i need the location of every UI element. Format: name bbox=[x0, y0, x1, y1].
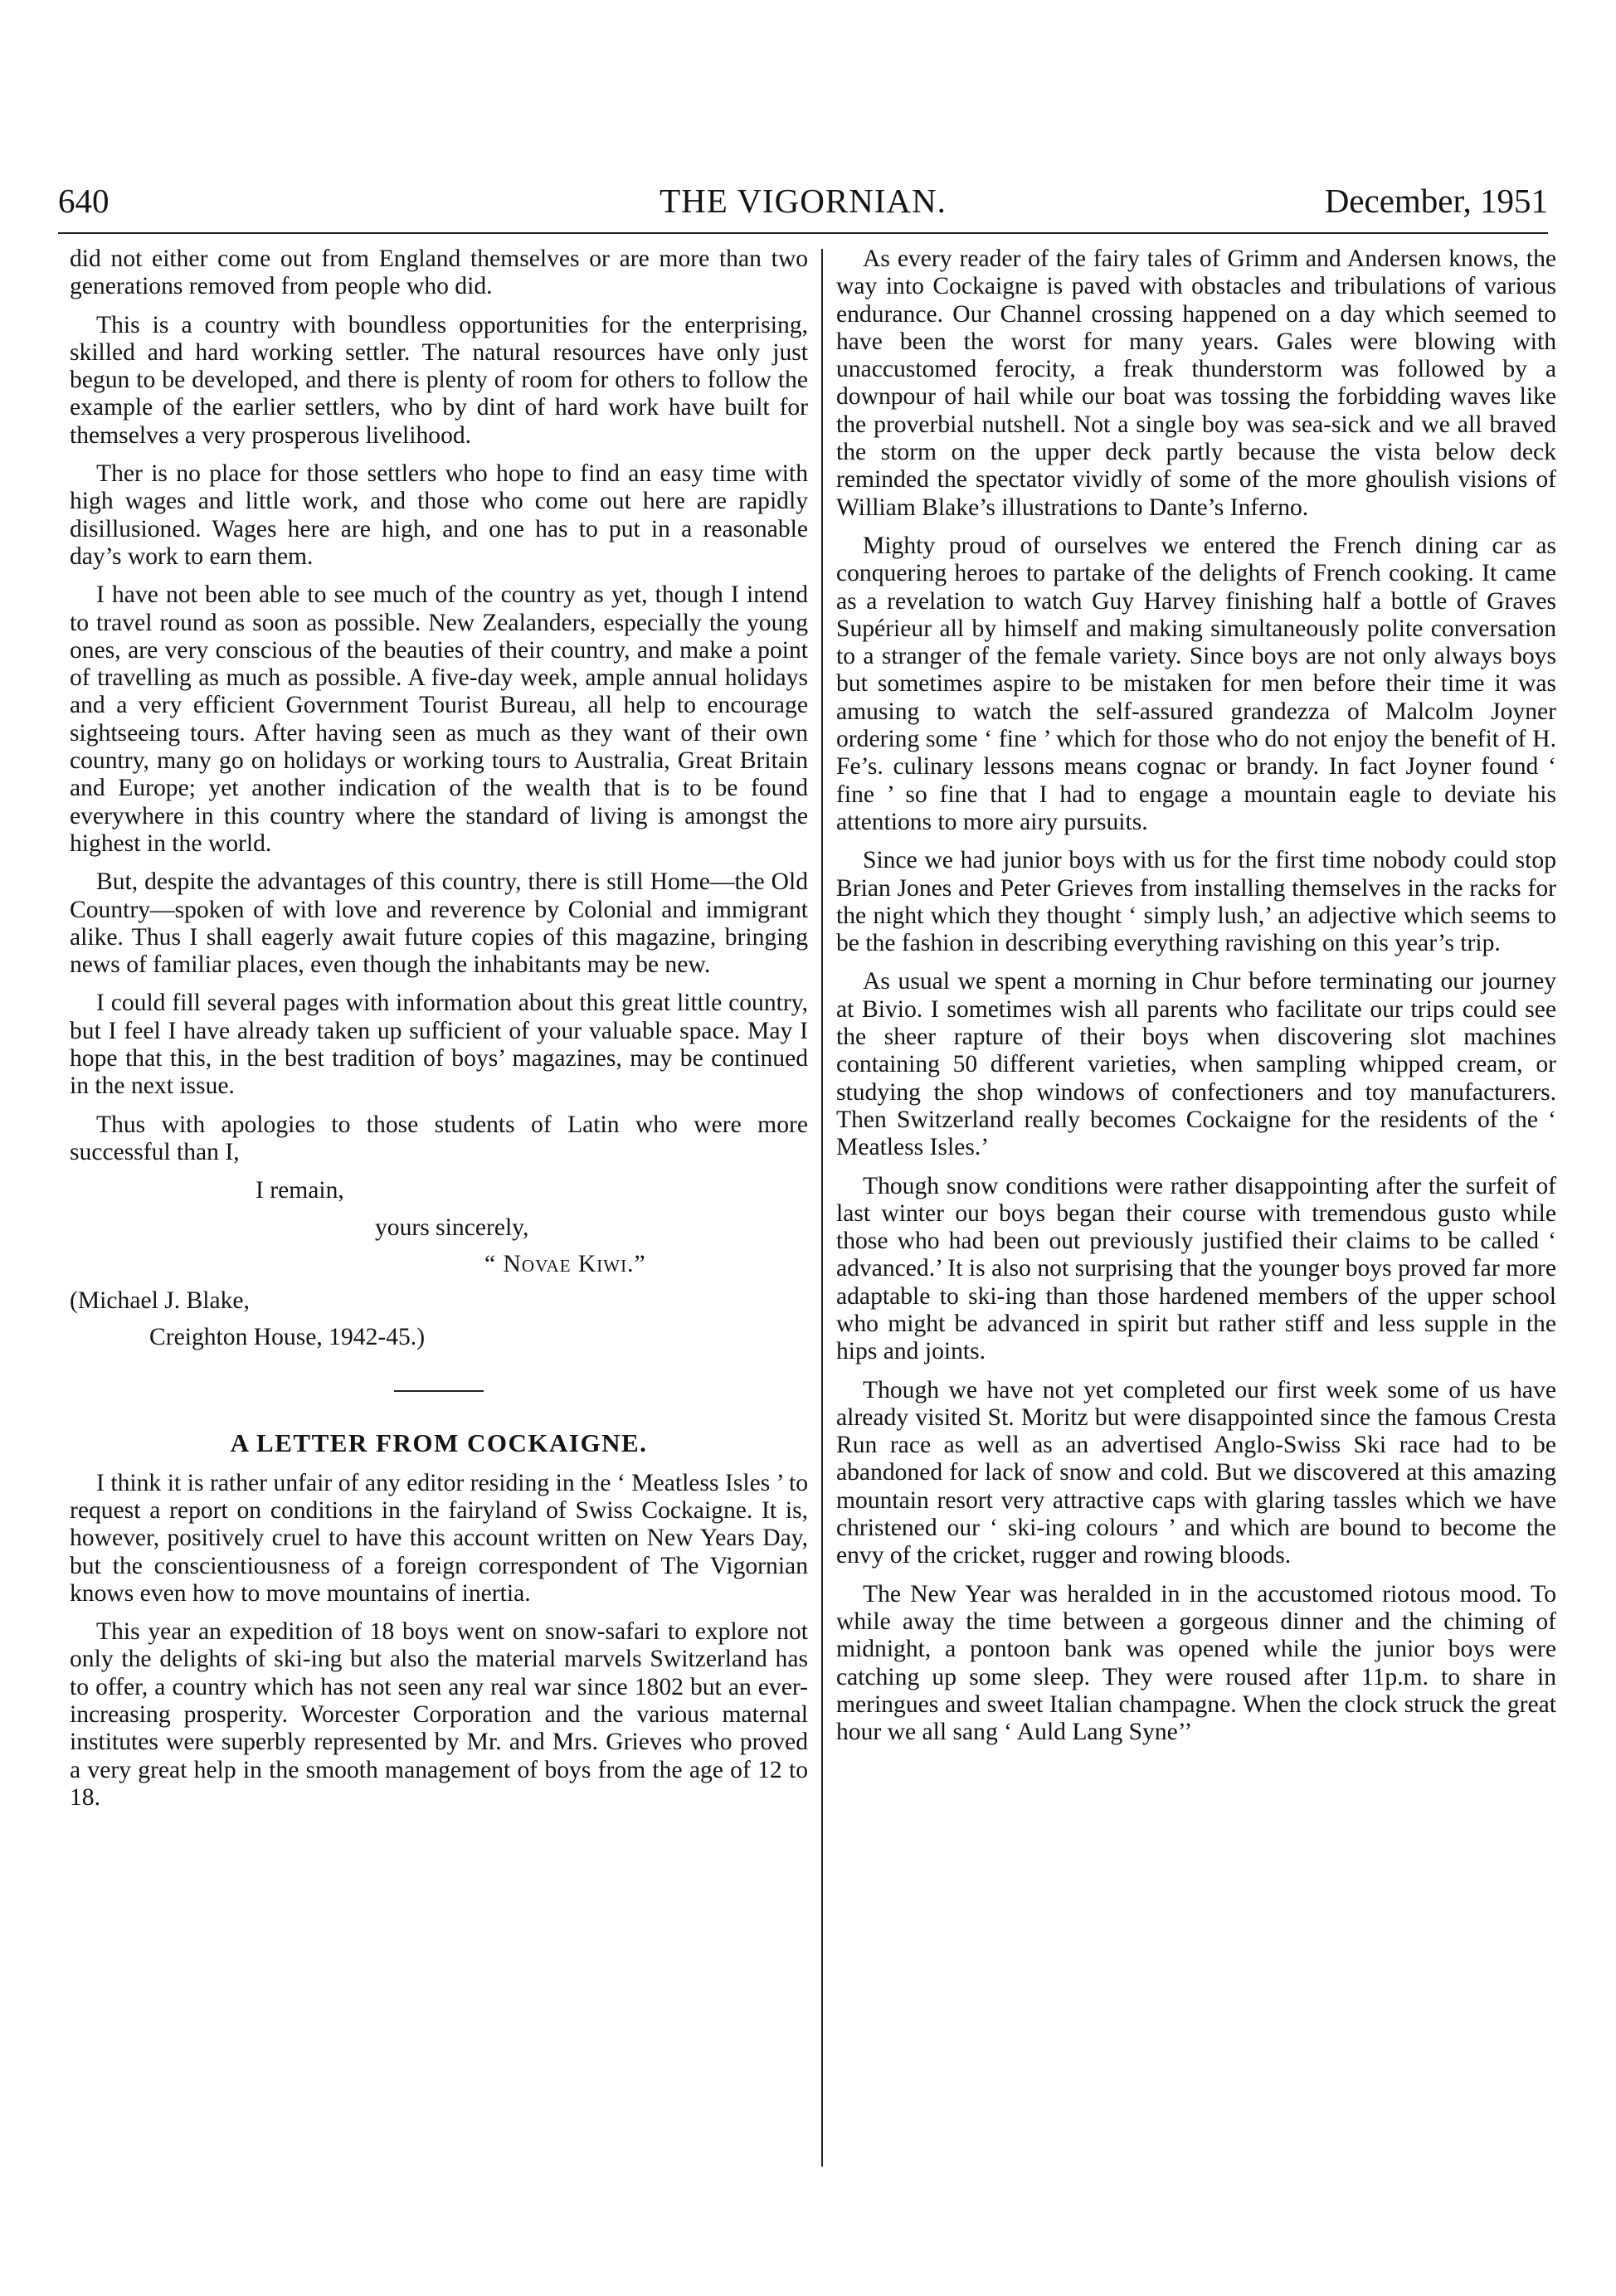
page-header bbox=[58, 176, 1548, 226]
closing-yours: yours sincerely, bbox=[375, 1214, 529, 1241]
paragraph: I have not been able to see much of the country as yet, though I intend to travel round as soon as possible. New Zealanders, especially the young ones, are very conscious of the beauties of their country, and make a point of travelling as much as possible. A five-day week, ample annual holidays and a very efficient Government Tourist Bureau, all help to encourage sightseeing tours. After having seen as much as they want of their own country, many go on holidays or working tours to Australia, Great Britain and Europe; yet another indication of the wealth that is to be found everywhere in this country where the standard of living is amongst the highest in the world. bbox=[70, 581, 808, 857]
right-column bbox=[836, 246, 1556, 1757]
letter-closing bbox=[70, 1177, 808, 1351]
paragraph: Though snow conditions were rather disappointing after the surfeit of last winter our boys began their course with tremendous gusto while those who had been out previously justified their claims to be called ‘ advanced.’ It is also not surprising that the younger boys proved far more adaptable to ski-ing than those hardened members of the upper school who might be advanced in spirit but rather stiff and less supple in the hips and joints. bbox=[836, 1172, 1556, 1365]
publication-title: THE VIGORNIAN. bbox=[660, 182, 947, 220]
paragraph: Though we have not yet completed our first week some of us have already visited St. Moritz but were disappointed since the famous Cresta Run race as well as an advertised Anglo-Swiss Ski race had to be abandoned for lack of snow and cold. But we discovered at this amazing mountain resort very attractive caps with glaring tassles which we have christened our ‘ ski-ing colours ’ and which are bound to become the envy of the cricket, rugger and rowing bloods. bbox=[836, 1376, 1556, 1569]
author-name: (Michael J. Blake, bbox=[70, 1287, 250, 1315]
paragraph: This year an expedition of 18 boys went on snow-safari to explore not only the delights of ski-ing but also the material marvels Switzerland has to offer, a country which has not seen any real war since 1802 but an ever-increasing prosperity. Worcester Corporation and the various maternal institutes were superbly represented by Mr. and Mrs. Grieves who proved a very great help in the smooth management of boys from the age of 12 to 18. bbox=[70, 1618, 808, 1811]
paragraph: Thus with apologies to those students of Latin who were more successful than I, bbox=[70, 1111, 808, 1165]
author-house: Creighton House, 1942-45.) bbox=[149, 1324, 426, 1351]
paragraph: I could fill several pages with information about this great little country, but I feel I have already taken up sufficient of your valuable space. May I hope that this, in the best tradition of boys’ magazines, may be continued in the next issue. bbox=[70, 990, 808, 1100]
paragraph: Mighty proud of ourselves we entered the French dining car as conquering heroes to partake of the delights of French cooking. It came as a revelation to watch Guy Harvey finishing half a bottle of Graves Supérieur all by himself and making simultaneously polite conversation to a stranger of the female variety. Since boys are not only always boys but sometimes aspire to be mistaken for men before their time it was amusing to watch the self-assured grandezza of Malcolm Joyner ordering some ‘ fine ’ which for those who do not enjoy the benefit of H. Fe’s. culinary lessons means cognac or brandy. In fact Joyner found ‘ fine ’ so fine that I had to engage a mountain eagle to deviate his attentions to more airy pursuits. bbox=[836, 532, 1556, 835]
section-separator bbox=[394, 1390, 484, 1392]
closing-pseudonym: “ Novae Kiwi.” bbox=[484, 1250, 646, 1277]
closing-remain: I remain, bbox=[256, 1177, 344, 1204]
paragraph: As every reader of the fairy tales of Grimm and Andersen knows, the way into Cockaigne is paved with obstacles and tribulations of various endurance. Our Channel crossing happened on a day which seemed to have been the worst for many years. Gales were blowing with unaccustomed ferocity, a freak thunderstorm was followed by a downpour of hail while our boat was tossing the forbidding waves like the proverbial nutshell. Not a single boy was sea-sick and we all braved the storm on the upper deck partly because the vista below deck reminded the spectator vividly of some of the more ghoulish visions of William Blake’s illustrations to Dante’s Inferno. bbox=[836, 246, 1556, 521]
paragraph: But, despite the advantages of this country, there is still Home—the Old Country—spoken of with love and reverence by Colonial and immigrant alike. Thus I shall eagerly await future copies of this magazine, bringing news of familiar places, even though the inhabitants may be new. bbox=[70, 868, 808, 979]
column-divider bbox=[821, 249, 823, 2167]
paragraph: Since we had junior boys with us for the first time nobody could stop Brian Jones and Peter Grieves from installing themselves in the racks for the night which they thought ‘ simply lush,’ an adjective which seems to be the fashion in describing everything ravishing on this year’s trip. bbox=[836, 847, 1556, 957]
page-number: 640 bbox=[58, 182, 110, 220]
header-rule bbox=[58, 232, 1548, 234]
paragraph: I think it is rather unfair of any editor residing in the ‘ Meatless Isles ’ to request a report on conditions in the fairyland of Swiss Cockaigne. It is, however, positively cruel to have this account written on New Years Day, but the conscientiousness of a foreign correspondent of The Vigornian knows even how to move mountains of inertia. bbox=[70, 1469, 808, 1607]
issue-date: December, 1951 bbox=[1324, 182, 1548, 220]
article-title: A LETTER FROM COCKAIGNE. bbox=[230, 1428, 648, 1457]
left-column bbox=[70, 246, 808, 1822]
paragraph: Ther is no place for those settlers who hope to find an easy time with high wages and little work, and those who come out here are rapidly disillusioned. Wages here are high, and one has to put in a reasonable day’s work to earn them. bbox=[70, 460, 808, 570]
paragraph: The New Year was heralded in in the accustomed riotous mood. To while away the time between a gorgeous dinner and the chiming of midnight, a pontoon bank was opened while the junior boys were catching up some sleep. They were roused after 11p.m. to share in meringues and sweet Italian champagne. When the clock struck the great hour we all sang ‘ Auld Lang Syne’’ bbox=[836, 1580, 1556, 1746]
paragraph: As usual we spent a morning in Chur before terminating our journey at Bivio. I sometimes wish all parents who facilitate our trips could see the sheer rapture of their boys when discovering slot machines containing 50 different varieties, when sampling whipped cream, or studying the shop windows of confectioners and toy manufacturers. Then Switzerland really becomes Cockaigne for the residents of the ‘ Meatless Isles.’ bbox=[836, 968, 1556, 1161]
paragraph: did not either come out from England themselves or are more than two generations removed from people who did. bbox=[70, 246, 808, 300]
paragraph: This is a country with boundless opportunities for the enterprising, skilled and hard working settler. The natural resources have only just begun to be developed, and there is plenty of room for others to follow the example of the earlier settlers, who by dint of hard work have built for themselves a very prosperous livelihood. bbox=[70, 311, 808, 449]
